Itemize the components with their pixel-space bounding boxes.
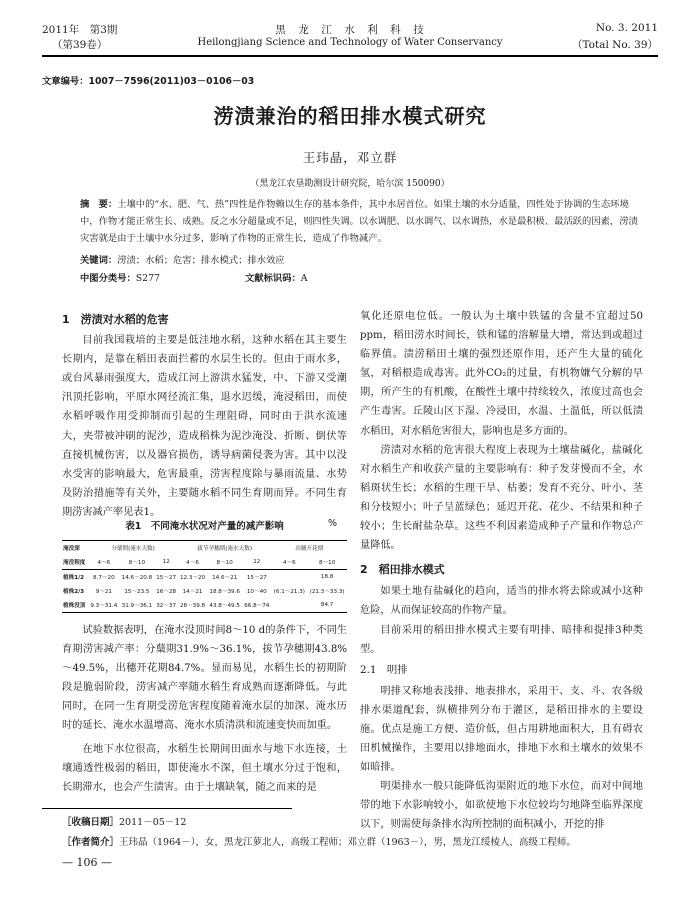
table-cell: 43.8～49.5	[207, 598, 242, 613]
table-cell: 15～23.5	[124, 589, 150, 595]
abstract	[80, 196, 640, 247]
table-caption-text: 表1 不同淹水状况对产量的减产影响	[125, 521, 284, 532]
table-cell: 14～21	[182, 589, 203, 595]
section-1-title: 涝渍对水稻的危害	[80, 313, 169, 326]
page-number: — 106 —	[62, 856, 112, 869]
doc-code-label: 文献标识码：	[245, 273, 301, 284]
abstract-text: 土壤中的“水、肥、气、热”四性是作物赖以生存的基本条件，其中水居首位。如果土壤的水分适量，四性处于协调的生态环境中，作物才能正常生长、成熟。反之水分超量或不足，则四性失调。以水调肥、以水调气、以水调热，水是最积极、最活跃的因素，涝渍灾害就是由于土壤中水分过多，影响了作物的正常生长，造成了作物减产。	[80, 199, 638, 244]
table-row-label: 淹没程度	[62, 555, 88, 570]
journal-volume: （第39卷）	[52, 39, 108, 51]
table-cell: (6.1～21.3)	[273, 589, 305, 595]
table-cell: 10～40	[246, 589, 267, 595]
section-1-heading	[62, 310, 347, 329]
keywords	[80, 252, 285, 266]
bio-text: 王玮晶（1964－），女，黑龙江萝北人，高级工程师；邓立群（1963－），男，黑龙江绥棱人，高级工程师。	[119, 837, 576, 848]
author-bio	[62, 834, 662, 848]
journal-year-issue: 2011年 第3期	[42, 24, 118, 36]
clc-label: 中图分类号：	[80, 273, 136, 284]
table-cell: 18.8	[320, 574, 334, 580]
keywords-label: 关键词：	[80, 255, 118, 266]
table-caption	[62, 518, 347, 532]
journal-name-en: Heilongjiang Science and Technology of Water Conservancy	[197, 37, 503, 48]
table-cell: 8.7～20	[93, 575, 115, 581]
section-2-1-heading	[360, 661, 643, 680]
table-cell: 66.8～74	[242, 598, 271, 613]
journal-number: No. 3. 2011	[595, 22, 658, 34]
document-code	[245, 270, 308, 284]
table-cell	[271, 570, 307, 585]
paragraph: 明排又称地表浅排、地表排水，采用干、支、斗、农各级排水渠道配套，纵横排列分布于灌区，是稻田排水的主要设施。优点是施工方便、造价低，但占用耕地面积大，且有碍农田机械操作，主要用以排地面水，排地下水和土壤水的效果不如暗排。	[360, 685, 643, 774]
table-cell	[271, 598, 307, 613]
journal-name-cn: 黑 龙 江 水 利 科 技	[275, 24, 425, 36]
paragraph: 氧化还原电位低。一般认为土壤中铁锰的含量不宜超过50 ppm，稻田涝水时间长，铁和锰的溶解量大增，常达到或超过临界值。渍涝稻田土壤的强烈还原作用，还产生大量的硫化氢，对稻根造成毒害。此外CO₂的过量，有机物嫌气分解的早期，所产生的有机酸，在酸性土壤中持续较久，浓度过高也会产生毒害。丘陵山区下湿、冷浸田，水温、土温低，所以低渍水稻田，对水稻危害很大，影响也是多方面的。	[360, 311, 643, 437]
table-cell: 31.9～36.1	[119, 598, 154, 613]
table-cell: 4～6	[88, 555, 119, 570]
table-cell: 14.6～21	[212, 575, 238, 581]
table-cell: 16～28	[156, 589, 177, 595]
table-row-label: 植株2/3	[63, 589, 85, 595]
table-group-header: 拔节孕穗期(淹水天数)	[178, 541, 272, 556]
section-2-heading	[360, 560, 643, 579]
data-table	[62, 540, 347, 613]
section-2-title: 稻田排水模式	[378, 563, 445, 577]
table-cell: 12.3～20	[179, 575, 206, 581]
table-row-label: 植株没顶	[62, 598, 88, 613]
paragraph: 目前采用的稻田排水模式主要有明排、暗排和提排3种类型。	[360, 624, 643, 655]
table-cell: 18.8～39.6	[209, 589, 240, 595]
clc-text: S277	[135, 273, 160, 284]
received-date	[62, 814, 186, 828]
table-group-header: 出穗开花期	[271, 541, 347, 556]
table-cell: 15～27	[246, 575, 267, 581]
section-2-1-number: 2.1	[360, 663, 377, 676]
table-cell: 8～10	[207, 555, 242, 570]
table-cell: 32～37	[154, 598, 178, 613]
paragraph: 目前我国栽培的主要是低洼地水稻，这种水稻在其主要生长期内，是靠在稻田表面拦蓄的水层生长的。但由于雨水多，或台风暴雨强度大，造成江河上游洪水猛发，中、下游又受潮汛顶托影响，平原水网径流汇集，退水迟缓，淹浸稻田，而使水稻呼吸作用受抑制而引起的生理阻碍，同时由于洪水流速大，夹带被冲刷的泥沙，造成稻株为泥沙淹没、折断、倒伏等直接机械伤害，以及器官损伤，诱导病菌侵袭为害。其中以没水受害的影响最大，危害最重，涝害程度除与暴雨流量、水势及防治措施等有关外，主要随水稻不同生育期而异。不同生育期涝害减产率见表1。	[62, 335, 347, 518]
table-row-label: 植株1/2	[63, 575, 85, 581]
section-1-number: 1	[62, 313, 70, 326]
journal-total-number: （Total No. 39）	[571, 39, 658, 51]
table-cell: 14.6～20.8	[121, 575, 153, 581]
table-row	[62, 570, 347, 585]
paragraph: 试验数据表明，在淹水没顶时间8～10 d的条件下，不同生育期涝害减产率：分蘖期31.9%～36.1%，拔节孕穗期43.8%～49.5%，出穗开花期84.7%。显而易见，水稻生长的初期阶段是脆弱阶段，涝害减产率随水稻生育成熟而逐渐降低。与此同时，在同一生育期受涝危害程度随着淹水层的加深、淹水历时的延长、淹水水温增高、淹水水质清洪和流速变快而加重。	[62, 625, 347, 732]
paragraph: 涝渍对水稻的危害很大程度上表现为土壤盐碱化，盐碱化对水稻生产和收获产量的主要影响有：种子发芽慢而不全，水稻斑状生长；水稻的生理干旱、枯萎；发育不充分、叶小、茎和分枝短小；叶子呈蓝绿色；延迟开花、花少、不结果和种子较小；生长耐盐杂草。这些不利因素造成种子产量和作物总产量降低。	[360, 444, 643, 552]
table-col-label: 淹没深	[62, 541, 88, 556]
footnote-rule	[42, 808, 292, 809]
table-cell: 4～6	[271, 555, 307, 570]
table-cell: 28～39.8	[178, 598, 207, 613]
table-cell: 8～10	[307, 555, 347, 570]
left-column-lower	[62, 621, 347, 797]
table-cell: 15～27	[156, 575, 177, 581]
paper-title: 涝渍兼治的稻田排水模式研究	[213, 104, 487, 128]
section-2-number: 2	[360, 563, 368, 577]
paragraph: 如果土地有盐碱化的趋向，适当的排水将去除或减小这种危险，从而保证较高的作物产量。	[360, 586, 643, 617]
header-rule	[42, 55, 658, 57]
author-affiliation: （黑龙江农垦勘测设计研究院，哈尔滨 150090）	[250, 179, 450, 189]
table-cell: 9.3～31.4	[88, 598, 119, 613]
keywords-text: 涝渍；水稻；危害；排水模式；排水效应	[117, 255, 285, 266]
doc-code-text: A	[300, 273, 308, 284]
right-column	[360, 307, 643, 835]
table-row	[62, 598, 347, 613]
table-group-header: 分蘖期(淹水天数)	[88, 541, 178, 556]
table-cell: 8～10	[119, 555, 154, 570]
left-column	[62, 310, 347, 522]
table-row	[62, 584, 347, 598]
table-cell: 4～6	[178, 555, 207, 570]
table-unit: %	[327, 518, 337, 529]
table-cell: 12	[154, 555, 178, 570]
paragraph: 在地下水位很高，水稻生长期间田面水与地下水连接，土壤通透性极弱的稻田，即使淹水不深，但土壤水分过于饱和，长期滞水，也会产生渍害。由于土壤缺氧，随之而来的是	[62, 743, 347, 793]
table-cell: 84.7	[307, 598, 347, 613]
clc-number	[80, 270, 160, 284]
article-number: 文章编号：1007－7596(2011)03－0106－03	[42, 76, 255, 87]
table-cell: (21.3～33.3)	[309, 589, 345, 595]
bio-label: ［作者简介］	[62, 837, 120, 848]
abstract-label: 摘 要：	[80, 199, 118, 210]
table-cell: 12	[242, 555, 271, 570]
paper-authors: 王玮晶，邓立群	[302, 150, 398, 165]
received-label: ［收稿日期］	[62, 817, 120, 828]
table-cell: 9～21	[95, 589, 112, 595]
received-value: 2011－05－12	[119, 817, 187, 828]
section-2-1-title: 明排	[386, 663, 408, 676]
paragraph: 明渠排水一般只能降低沟渠附近的地下水位，而对中间地带的地下水影响较小，如欲使地下水位较均匀地降至临界深度以下，则需使每条排水沟所控制的面积减小，开挖的排	[360, 781, 643, 831]
